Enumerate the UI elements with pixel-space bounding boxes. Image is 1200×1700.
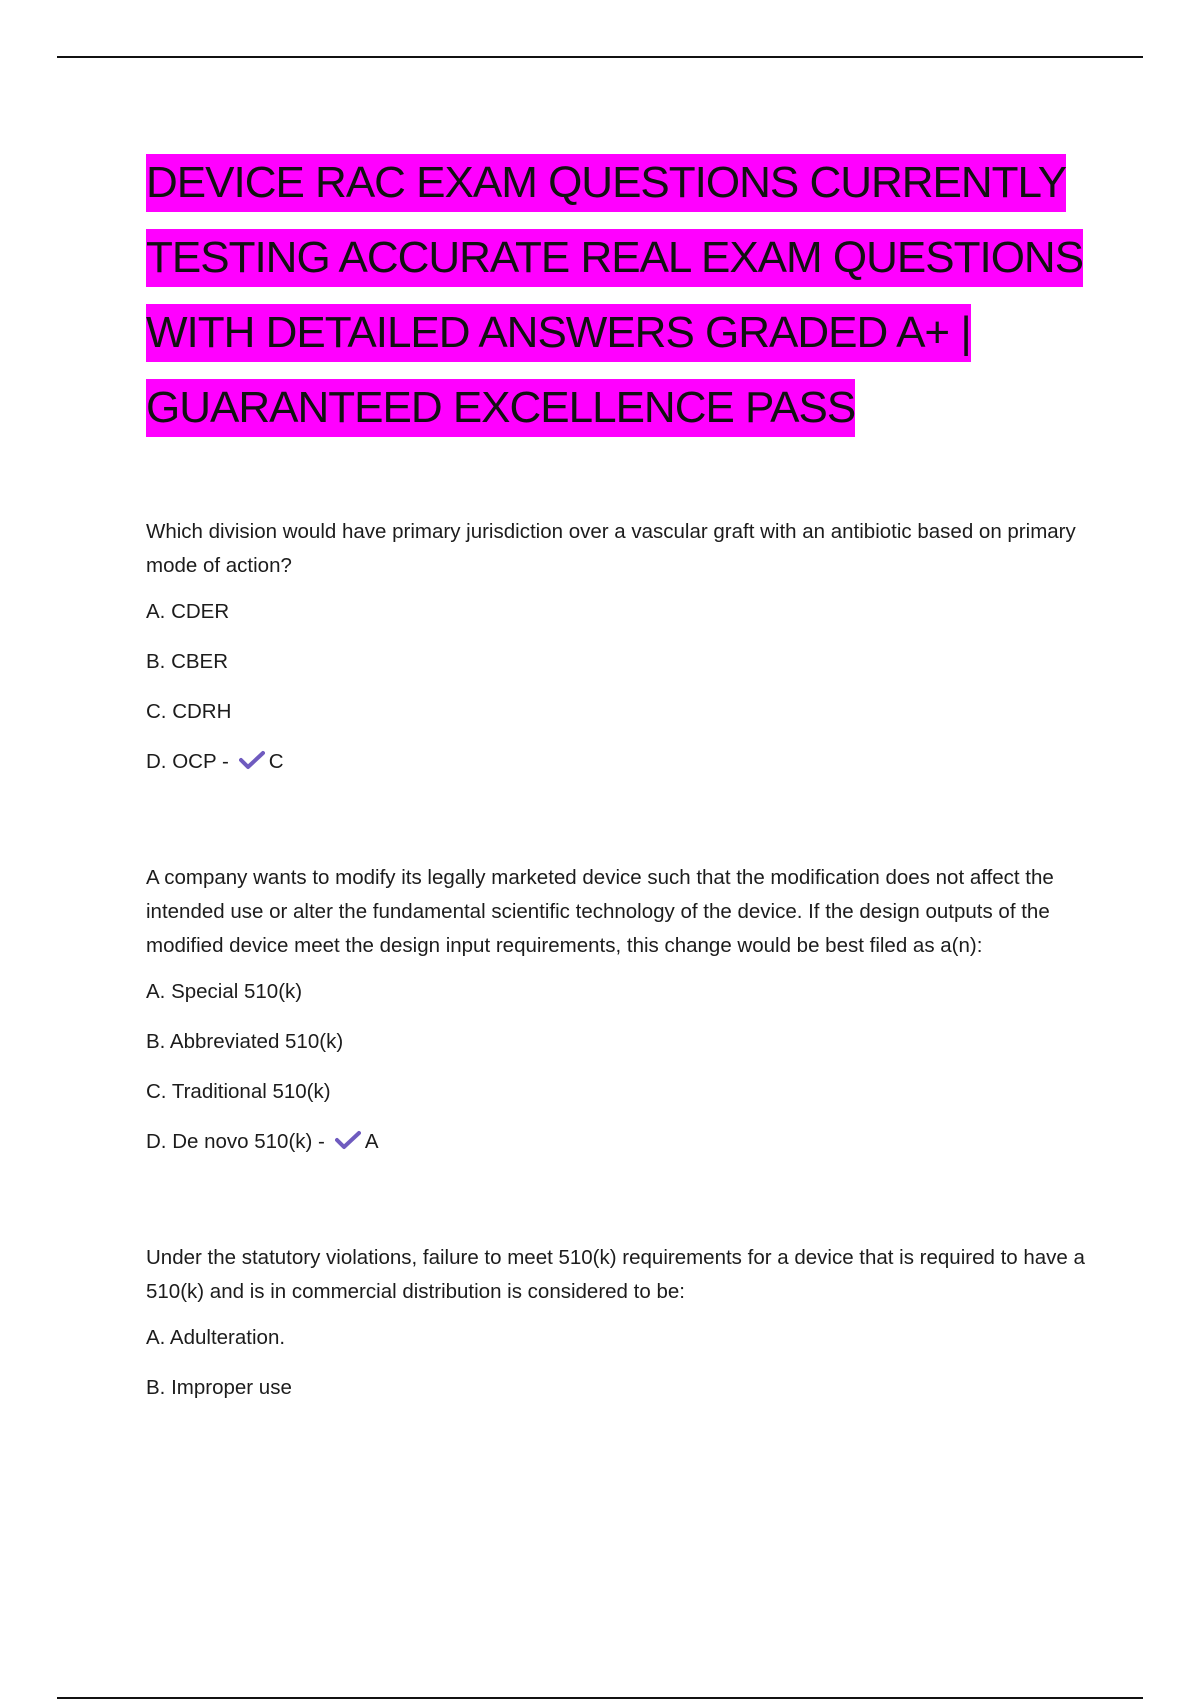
answer-option: B. Abbreviated 510(k) (146, 1030, 344, 1053)
answer-option: B. CBER (146, 650, 229, 673)
answer-option: A. Special 510(k) (146, 980, 303, 1003)
answer-option: B. Improper use (146, 1376, 292, 1399)
correct-answer: C (268, 750, 284, 773)
question-block (146, 515, 1096, 777)
answer-option: C. CDRH (146, 700, 232, 723)
document-title (146, 145, 1096, 445)
question-text: Under the statutory violations, failure to meet 510(k) requirements for a device that is required to have a 510(k) and is in commercial distribution is considered to be: (146, 1246, 1085, 1303)
checkmark-icon (239, 749, 265, 779)
footer-rule (57, 1697, 1143, 1699)
document-title-text: DEVICE RAC EXAM QUESTIONS CURRENTLY TESTING ACCURATE REAL EXAM QUESTIONS WITH DETAILED ANSWERS GRADED A+ | GUARANTEED EXCELLENCE PASS (146, 154, 1083, 437)
answer-option: D. De novo 510(k) - A (146, 1127, 1096, 1157)
question-block (146, 1241, 1096, 1403)
answer-option: A. CDER (146, 600, 230, 623)
document-body (146, 145, 1096, 1487)
correct-answer: A (364, 1130, 379, 1153)
answer-option: C. Traditional 510(k) (146, 1080, 331, 1103)
header-rule (57, 56, 1143, 58)
answer-option: A. Adulteration. (146, 1326, 286, 1349)
checkmark-icon (335, 1129, 361, 1159)
question-text: A company wants to modify its legally marketed device such that the modification does not affect the intended use or alter the fundamental scientific technology of the device. If the design outputs of the modified device meet the design input requirements, this change would be best filed as a(n): (146, 866, 1054, 957)
answer-option: D. OCP - C (146, 747, 1096, 777)
question-block (146, 861, 1096, 1157)
question-text: Which division would have primary jurisdiction over a vascular graft with an antibiotic based on primary mode of action? (146, 520, 1076, 577)
